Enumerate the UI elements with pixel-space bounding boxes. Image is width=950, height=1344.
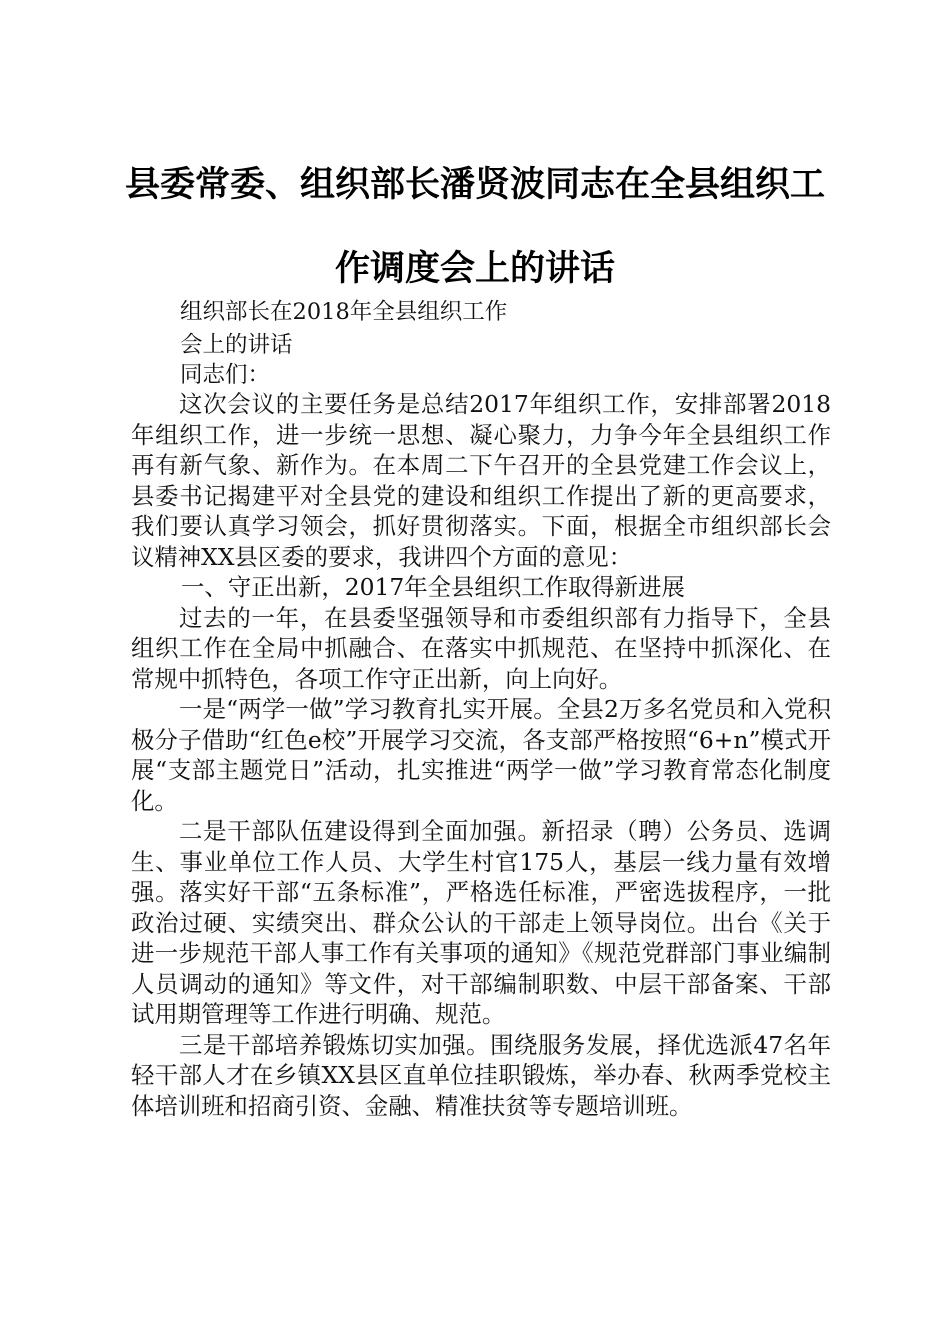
subtitle-line-1: 组织部长在2018年全县组织工作 — [180, 299, 508, 325]
section-heading-1: 一、守正出新，2017年全县组织工作取得新进展 — [181, 573, 685, 601]
document-title-line-2: 作调度会上的讲话 — [334, 249, 615, 289]
paragraph-point-1: 一是“两学一做”学习教育扎实开展。全县2万多名党员和入党积极分子借助“红色e校”开展学习交流，各支部严格按照“6+n”模式开展“支部主题党日”活动，扎实推进“两学一做”学习教育常态化制度化。 — [131, 695, 831, 815]
paragraph-overview: 过去的一年，在县委坚强领导和市委组织部有力指导下，全县组织工作在全局中抓融合、在落实中抓规范、在坚持中抓深化、在常规中抓特色，各项工作守正出新，向上向好。 — [131, 603, 831, 693]
paragraph-point-3: 三是干部培养锻炼切实加强。围绕服务发展，择优选派47名年轻干部人才在乡镇XX县区直单位挂职锻炼，举办春、秋两季党校主体培训班和招商引资、金融、精准扶贫等专题培训班。 — [131, 1030, 831, 1120]
paragraph-point-2: 二是干部队伍建设得到全面加强。新招录（聘）公务员、选调生、事业单位工作人员、大学生村官175人，基层一线力量有效增强。落实好干部“五条标准”，严格选任标准，严密选拔程序，一批政治过硬、实绩突出、群众公认的干部走上领导岗位。出台《关于进一步规范干部人事工作有关事项的通知》《规范党群部门事业编制人员调动的通知》等文件，对干部编制职数、中层干部备案、干部试用期管理等工作进行明确、规范。 — [131, 817, 831, 1028]
document-body — [131, 389, 831, 1121]
paragraph-intro: 这次会议的主要任务是总结2017年组织工作，安排部署2018年组织工作，进一步统一思想、凝心聚力，力争今年全县组织工作再有新气象、新作为。在本周二下午召开的全县党建工作会议上，县委书记揭建平对全县党的建设和组织工作提出了新的更高要求，我们要认真学习领会，抓好贯彻落实。下面，根据全市组织部长会议精神XX县区委的要求，我讲四个方面的意见： — [131, 390, 831, 571]
document-title-line-1: 县委常委、组织部长潘贤波同志在全县组织工 — [124, 165, 825, 205]
salutation: 同志们： — [180, 362, 271, 388]
subtitle-line-2: 会上的讲话 — [180, 332, 293, 358]
